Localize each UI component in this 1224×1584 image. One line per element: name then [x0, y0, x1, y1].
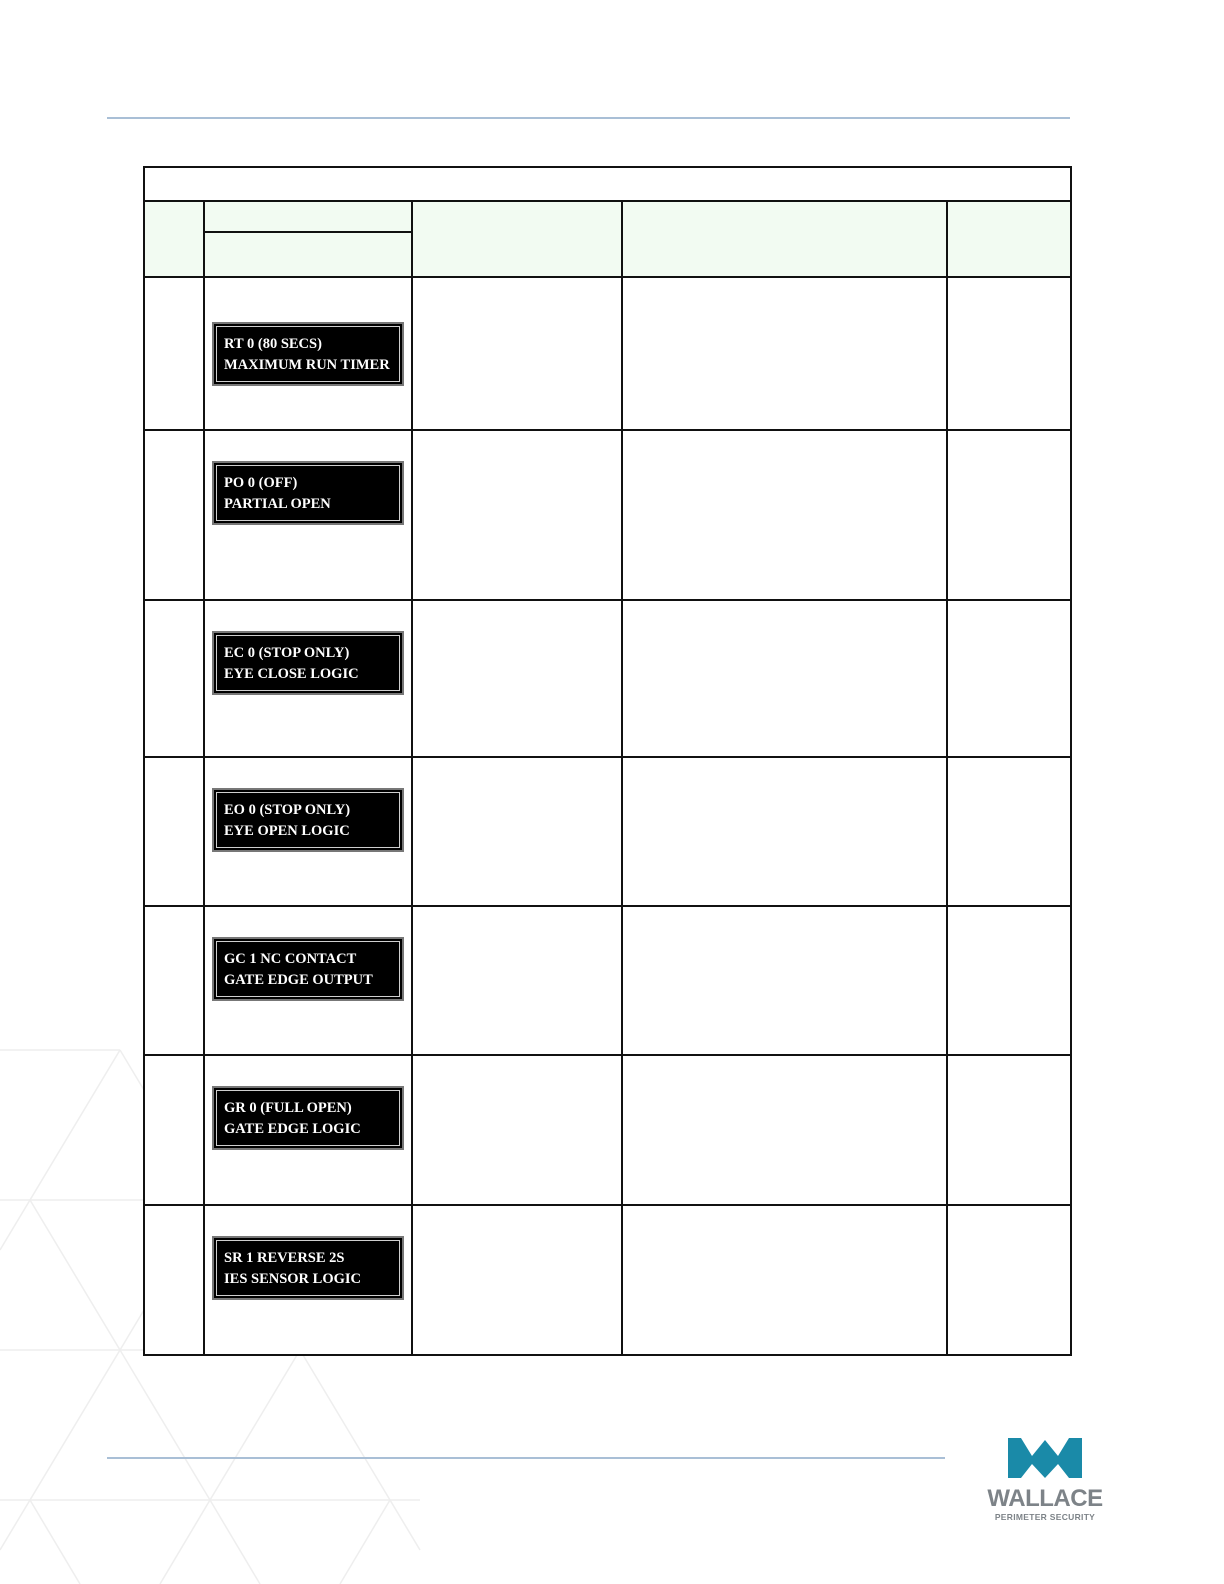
lcd-line-2: GATE EDGE OUTPUT [224, 972, 373, 988]
table-cell [622, 430, 947, 600]
table-cell [622, 757, 947, 906]
lcd-line-1: RT 0 (80 SECS) [224, 335, 322, 352]
table-cell [622, 600, 947, 757]
table-cell [622, 1205, 947, 1355]
header-cell [947, 201, 1071, 277]
lcd-cell [204, 906, 412, 1055]
table-row [144, 600, 1071, 757]
lcd-line-2: MAXIMUM RUN TIMER [224, 356, 390, 373]
lcd-line-2: GATE EDGE LOGIC [224, 1121, 361, 1137]
table-cell [412, 430, 622, 600]
table-cell [622, 906, 947, 1055]
table-cell [144, 1055, 204, 1205]
lcd-line-2: EYE CLOSE LOGIC [224, 666, 359, 682]
table-row [144, 1055, 1071, 1205]
table-cell [412, 757, 622, 906]
table-cell [947, 1055, 1071, 1205]
table-cell [144, 600, 204, 757]
lcd-display [212, 788, 404, 852]
table-cell [144, 757, 204, 906]
header-rule [107, 117, 1070, 119]
table-header-row [144, 201, 1071, 232]
lcd-line-2: IES SENSOR LOGIC [224, 1271, 361, 1287]
table-row [144, 430, 1071, 600]
wallace-logo-mark-icon [1008, 1438, 1082, 1478]
table-cell [947, 277, 1071, 430]
wallace-logo [982, 1438, 1108, 1528]
logo-tagline: PERIMETER SECURITY [994, 1512, 1096, 1522]
lcd-line-1: GR 0 (FULL OPEN) [224, 1100, 352, 1116]
table-cell [622, 1055, 947, 1205]
lcd-line-2: EYE OPEN LOGIC [224, 823, 350, 839]
lcd-line-1: PO 0 (OFF) [224, 475, 298, 491]
lcd-display [212, 322, 404, 386]
table-row [144, 277, 1071, 430]
table-cell [947, 430, 1071, 600]
header-cell [622, 201, 947, 277]
table-cell [622, 277, 947, 430]
table-cell [144, 1205, 204, 1355]
table-cell [412, 906, 622, 1055]
lcd-cell [204, 277, 412, 430]
lcd-cell [204, 1055, 412, 1205]
table-row [144, 1205, 1071, 1355]
lcd-display [212, 1086, 404, 1150]
table-cell [412, 277, 622, 430]
header-cell [204, 201, 412, 232]
table-row [144, 906, 1071, 1055]
lcd-display [212, 631, 404, 695]
table-cell [947, 757, 1071, 906]
logo-wordmark: WALLACE [987, 1485, 1103, 1512]
table-cell [412, 600, 622, 757]
lcd-cell [204, 600, 412, 757]
configuration-table [143, 166, 1072, 1356]
table-cell [947, 600, 1071, 757]
header-cell [204, 232, 412, 277]
lcd-line-1: GC 1 NC CONTACT [224, 951, 357, 967]
table-cell [947, 906, 1071, 1055]
lcd-display [212, 461, 404, 525]
lcd-line-1: EO 0 (STOP ONLY) [224, 802, 351, 818]
table-row [144, 757, 1071, 906]
lcd-display [212, 937, 404, 1001]
table-title-cell [144, 167, 1071, 201]
lcd-display [212, 1236, 404, 1300]
lcd-cell [204, 430, 412, 600]
header-cell [144, 201, 204, 277]
table-title-row [144, 167, 1071, 201]
table-cell [947, 1205, 1071, 1355]
header-cell [412, 201, 622, 277]
lcd-line-1: SR 1 REVERSE 2S [224, 1250, 345, 1266]
footer-rule [107, 1457, 945, 1459]
table-cell [144, 430, 204, 600]
table-cell [144, 906, 204, 1055]
lcd-line-2: PARTIAL OPEN [224, 496, 331, 512]
lcd-line-1: EC 0 (STOP ONLY) [224, 645, 350, 661]
table-cell [144, 277, 204, 430]
table-cell [412, 1055, 622, 1205]
lcd-cell [204, 1205, 412, 1355]
table-cell [412, 1205, 622, 1355]
lcd-cell [204, 757, 412, 906]
